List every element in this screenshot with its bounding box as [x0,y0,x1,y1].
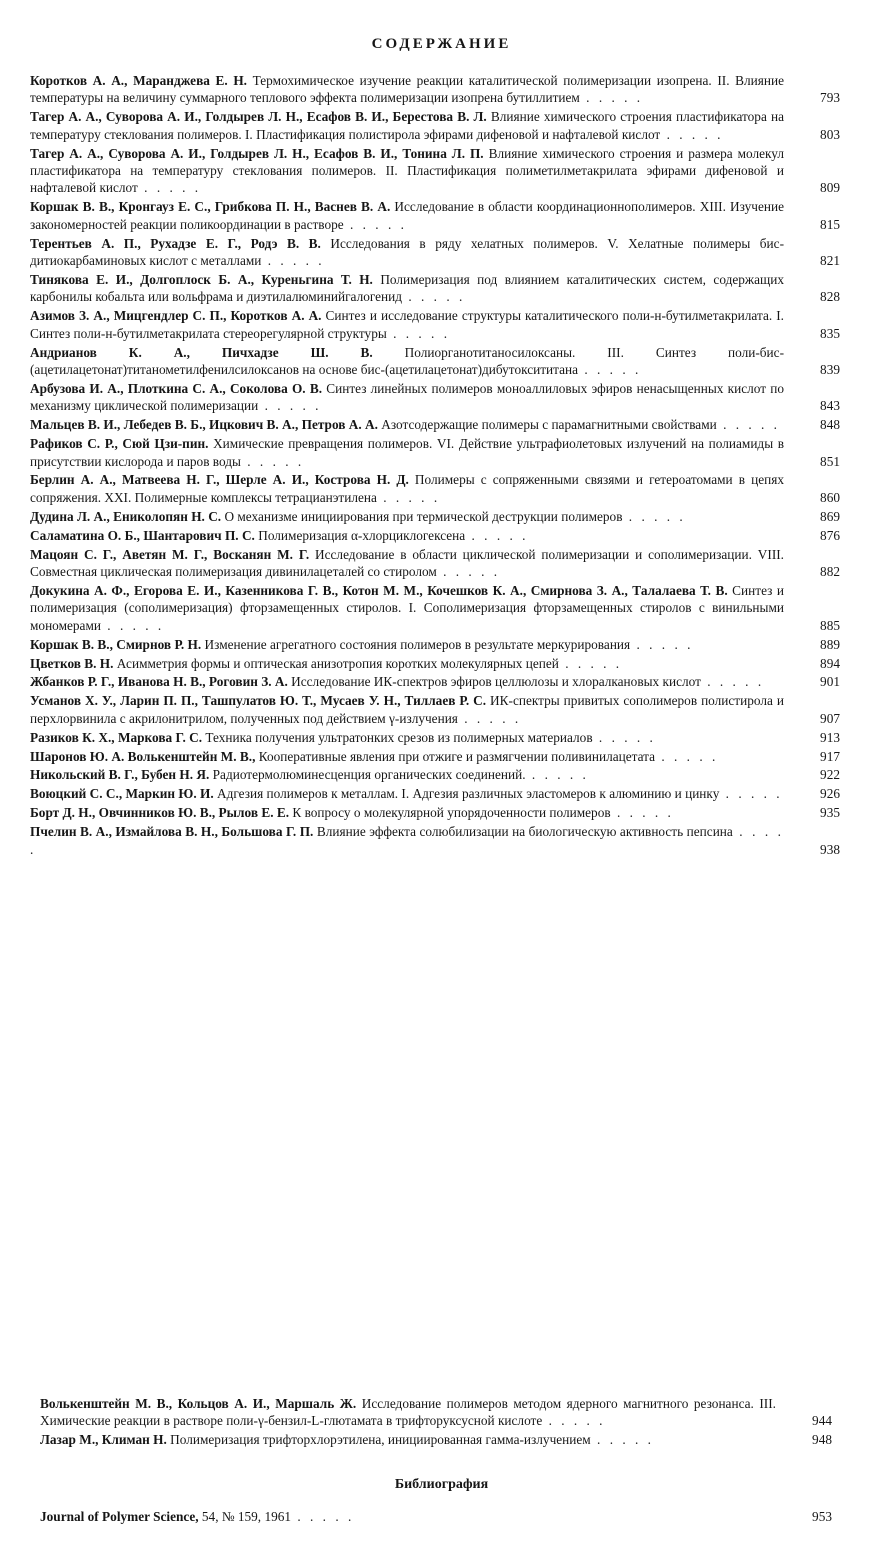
entry-title: Азотсодержащие полимеры с парамагнитными свойствами [381,417,717,433]
entry-text [30,435,848,470]
entry-authors: Никольский В. Г., Бубен Н. Я. [30,767,210,783]
leader-dots: . . . . . [386,325,451,341]
entry-authors: Цветков В. Н. [30,655,114,671]
entry-title: Полимеры с сопряженными связями и гетероатомами в цепях сопряжения. XXI. Полимерные комплексы тетрацианэтилена [30,472,784,505]
entry-authors: Воюцкий С. С., Маркин Ю. И. [30,786,214,802]
leader-dots: . . . . . [630,636,694,652]
entry-authors: Жбанков Р. Г., Иванова Н. В., Роговин З. А. [30,674,288,690]
toc-entry [30,785,848,802]
entry-text [30,655,848,672]
entry-title: Полиорганотитаносилоксаны. III. Синтез поли-бис-(ацетилацетонат)титанометилфенилсилоксанов на основе бис-(ацетилацетонат)дибутоксититана [30,344,785,377]
leader-dots: . . . . . [590,1432,654,1448]
entry-page-number: 917 [820,748,840,764]
entry-page-number: 922 [820,767,840,783]
entry-title: К вопросу о молекулярной упорядоченности полимеров [292,805,611,821]
entry-title: 54, № 159, 1961 [201,1509,292,1524]
entry-page-number: 894 [820,655,840,671]
leader-dots: . . . . . [622,508,686,524]
entry-authors: Волькенштейн М. В., Кольцов А. И., Маршаль Ж. [40,1396,357,1411]
entry-authors: Андрианов К. А., Пичхадзе Ш. В. [30,344,373,360]
toc-entry [30,307,848,342]
entry-title: Исследование ИК-спектров эфиров целлюлозы и хлоралкановых кислот [291,674,701,690]
toc-entry [30,527,848,544]
entry-page-number: 809 [820,180,840,196]
entry-text [30,72,848,107]
entry-title: Исследование в области циклической полимеризации и сополимеризации. VIII. Совместная циклическая полимеризация дивинилацеталей со стиролом [30,546,784,579]
entry-authors: Борт Д. Н., Овчинников Ю. В., Рылов Е. Е. [30,805,290,821]
toc-entry [30,108,848,143]
entry-authors: Докукина А. Ф., Егорова Е. И., Казенникова Г. В., Котон М. М., Кочешков К. А., Смирнова З. А., Талалаева Т. В. [30,582,728,598]
entry-page-number: 851 [820,453,840,469]
entry-title: Радиотермолюминесценция органических соединений. [212,767,526,783]
entry-page-number: 793 [820,90,840,106]
entry-page-number: 869 [820,508,840,524]
bibliography-heading: Библиография [394,1477,489,1492]
toc-entry [30,380,848,415]
entry-authors: Коршак В. В., Смирнов Р. Н. [30,636,202,652]
leader-dots: . . . . . [258,398,322,414]
entry-title: Полимеризация под влиянием каталитических систем, содержащих карбонилы кобальта или вольфрама и диэтилалюминийгалогенид [30,271,784,305]
bibliography-list [40,1508,840,1527]
toc-entry [30,508,848,525]
toc-entry [30,72,848,107]
entry-authors: Азимов З. А., Мицгендлер С. П., Коротков А. А. [30,308,322,324]
leader-dots: . . . . . [592,729,656,745]
entry-title: Полимеризация трифторхлорэтилена, инициированная гамма-излучением [170,1432,591,1448]
entry-title: Кооперативные явления при отжиге и размягчении поливинилацетата [258,748,656,764]
entry-page-number: 828 [820,289,840,305]
entry-authors: Рафиков С. Р., Сюй Цзи-пин. [30,436,209,452]
entry-text [30,785,848,802]
entry-authors: Тагер А. А., Суворова А. И., Голдырев Л. Н., Есафов В. И., Берестова В. Л. [30,109,487,125]
entry-page-number: 944 [812,1413,832,1429]
entry-title: О механизме инициирования при термической деструкции полимеров [224,508,623,524]
entry-text [30,636,848,653]
entry-page-number: 901 [820,674,840,690]
leader-dots: . . . . . [100,617,165,633]
leader-dots: . . . . . [240,453,305,469]
entry-title: Исследование полимеров методом ядерного магнитного резонанса. III. Химические реакции в растворе поли-γ-бензил-L-глютамата в трифторуксусной кислоте [40,1396,776,1429]
entry-text [30,527,848,544]
toc-entry [30,582,848,634]
leader-dots: . . . . . [716,417,780,433]
entry-page-number: 803 [820,126,840,142]
entry-page-number: 843 [820,398,840,414]
toc-entry [30,271,848,306]
entry-text [30,804,848,821]
toc-entry [40,1431,840,1448]
leader-dots: . . . . . [610,805,674,821]
toc-entry [30,748,848,765]
entry-title: Техника получения ультратонких срезов из полимерных материалов [205,729,593,745]
entry-authors: Дудина Л. А., Ениколопян Н. С. [30,508,222,524]
toc-entry [30,471,848,506]
page-title: СОДЕРЖАНИЕ [371,36,512,52]
toc-entry [30,235,848,270]
entry-authors: Лазар М., Климан Н. [40,1432,167,1448]
entry-authors: Мальцев В. И., Лебедев В. Б., Ицкович В. А., Петров А. А. [30,417,378,433]
entry-authors: Усманов Х. У., Ларин П. П., Ташпулатов Ю. Т., Мусаев У. Н., Тиллаев Р. С. [30,693,487,709]
entry-text [40,1508,840,1525]
leader-dots: . . . . . [261,253,325,269]
leader-dots: . . . . . [558,655,623,671]
leader-dots: . . . . . [578,362,642,377]
entry-text [30,748,848,765]
leader-dots: . . . . . [579,90,644,106]
toc-entry [30,145,848,197]
entry-authors: Берлин А. А., Матвеева Н. Г., Шерле А. И., Кострова Н. Д. [30,472,409,488]
entry-title: Адгезия полимеров к металлам. I. Адгезия различных эластомеров к алюминию и цинку [217,786,720,802]
toc-entry [30,636,848,653]
entry-text [30,823,848,858]
entry-title: Асимметрия формы и оптическая анизотропия коротких молекулярных цепей [116,655,559,671]
entry-text [30,546,848,581]
entry-title: ИК-спектры привитых сополимеров полистирола и перхлорвинила с акрилонитрилом, полученных под действием γ-излучения [30,693,784,726]
entry-page-number: 948 [812,1432,832,1448]
entry-text [30,307,848,342]
entry-page-number: 907 [820,710,840,726]
entry-authors: Мацоян С. Г., Аветян М. Г., Восканян М. Г. [30,546,310,562]
entry-title: Исследования в ряду хелатных полимеров. V. Хелатные полимеры бис-дитиокарбаминовых кислот с металлами [30,235,784,269]
toc-entry [30,198,848,233]
entry-text [30,380,848,415]
entry-text [30,108,848,143]
entry-text [30,145,848,197]
leader-dots: . . . . . [457,710,522,726]
entry-text [30,471,848,506]
toc-entry [30,804,848,821]
entry-authors: Шаронов Ю. А. Волькенштейн М. В., [30,748,256,764]
leader-dots: . . . . . [700,674,765,690]
entry-text [30,766,848,783]
entry-page-number: 835 [820,325,840,341]
entry-text [30,416,848,433]
leader-dots: . . . . . [525,767,589,783]
leader-dots: . . . . . [655,748,719,764]
toc-entry [30,546,848,581]
entry-page-number: 889 [820,636,840,652]
toc-entry [30,344,848,379]
entry-page-number: 935 [820,805,840,821]
entry-authors: Коршак В. В., Кронгауз Е. С., Грибкова П. Н., Васнев В. А. [30,199,391,215]
entry-text [30,729,848,746]
leader-dots: . . . . . [542,1413,606,1429]
entry-title: Синтез и исследование структуры каталитического поли-н-бутилметакрилата. I. Синтез поли-н-бутилметакрилата стереорегулярной структуры [30,308,784,341]
entry-authors: Разиков К. Х., Маркова Г. С. [30,729,203,745]
toc-entry [30,766,848,783]
entry-title: Химические превращения полимеров. VI. Действие ультрафиолетовых излучений на полиамиды в присутствии кислорода и паров воды [30,436,784,469]
entry-page-number: 885 [820,617,840,633]
entry-title: Влияние химического строения и размера молекул пластификатора на температуру стеклования полимеров. II. Пластификация полиметилметакрилата эфирами дифеновой и нафталевой кислот [30,145,785,196]
entry-page-number: 839 [820,362,840,377]
entry-page-number: 860 [820,489,840,505]
entry-page-number: 848 [820,417,840,433]
entry-text [30,582,848,634]
toc-entry [30,435,848,470]
leader-dots: . . . . . [719,786,783,802]
entry-page-number: 882 [820,563,840,579]
toc-entry [40,1395,840,1430]
toc-list-secondary [40,1395,840,1450]
leader-dots: . . . . . [137,180,202,196]
toc-entry [30,416,848,433]
leader-dots: . . . . . [436,563,501,579]
entry-text [30,344,848,379]
entry-authors: Пчелин В. А., Измайлова В. Н., Большова Г. П. [30,824,314,840]
entry-title: Влияние химического строения пластификатора на температуру стеклования полимеров. I. Пластификация полистирола эфирами дифеновой и нафталевой кислот [30,109,784,142]
leader-dots: . . . . . [30,824,785,857]
leader-dots: . . . . . [465,527,529,543]
leader-dots: . . . . . [376,489,441,505]
entry-authors: Арбузова И. А., Плоткина С. А., Соколова О. В. [30,380,323,396]
leader-dots: . . . . . [660,126,724,142]
toc-entry [30,673,848,690]
toc-list [30,72,848,859]
toc-entry [30,823,848,858]
entry-title: Изменение агрегатного состояния полимеров в результате меркурирования [204,636,631,652]
entry-text [40,1431,840,1448]
entry-authors: Саламатина О. Б., Шантарович П. С. [30,527,255,543]
entry-text [40,1395,840,1430]
entry-authors: Тинякова Е. И., Долгоплоск Б. А., Куреньгина Т. Н. [30,271,373,287]
entry-title: Синтез линейных полимеров моноаллиловых эфиров ненасыщенных кислот по механизму циклической полимеризации [30,380,784,414]
toc-entry [30,655,848,672]
entry-text [30,235,848,270]
leader-dots: . . . . . [402,289,466,305]
leader-dots: . . . . . [343,216,407,232]
entry-text [30,508,848,525]
entry-page-number: 913 [820,729,840,745]
entry-page-number: 815 [820,216,840,232]
entry-authors: Терентьев А. П., Рухадзе Е. Г., Родэ В. В. [30,235,321,251]
leader-dots: . . . . . [291,1509,355,1524]
entry-text [30,692,848,727]
toc-entry [30,729,848,746]
entry-text [30,673,848,690]
entry-title: Синтез и полимеризация (сополимеризация) фторзамещенных стиролов. I. Сополимеризация фторзамещенных стиролов с винильными мономерами [30,582,784,633]
entry-title: Исследование в области координационнополимеров. XIII. Изучение закономерностей реакции поликоординации в растворе [30,199,784,232]
toc-entry [30,692,848,727]
entry-title: Термохимическое изучение реакции каталитической полимеризации изопрена. II. Влияние температуры на величину суммарного теплового эффекта полимеризации изопрена бутиллитием [30,73,785,106]
entry-page-number: 926 [820,786,840,802]
entry-page-number: 821 [820,253,840,269]
entry-title: Влияние эффекта солюбилизации на биологическую активность пепсина [316,824,733,840]
entry-authors: Тагер А. А., Суворова А. И., Голдырев Л. Н., Есафов В. И., Тонина Л. П. [30,145,484,161]
entry-page-number: 876 [820,527,840,543]
entry-authors: Коротков А. А., Маранджева Е. Н. [30,73,248,88]
entry-authors: Journal of Polymer Science, [40,1509,199,1524]
entry-text [30,198,848,233]
entry-page-number: 938 [820,841,840,857]
entry-text [30,271,848,306]
toc-entry [40,1508,840,1525]
entry-page-number: 953 [812,1509,832,1524]
entry-title: Полимеризация α-хлорциклогексена [258,527,466,543]
